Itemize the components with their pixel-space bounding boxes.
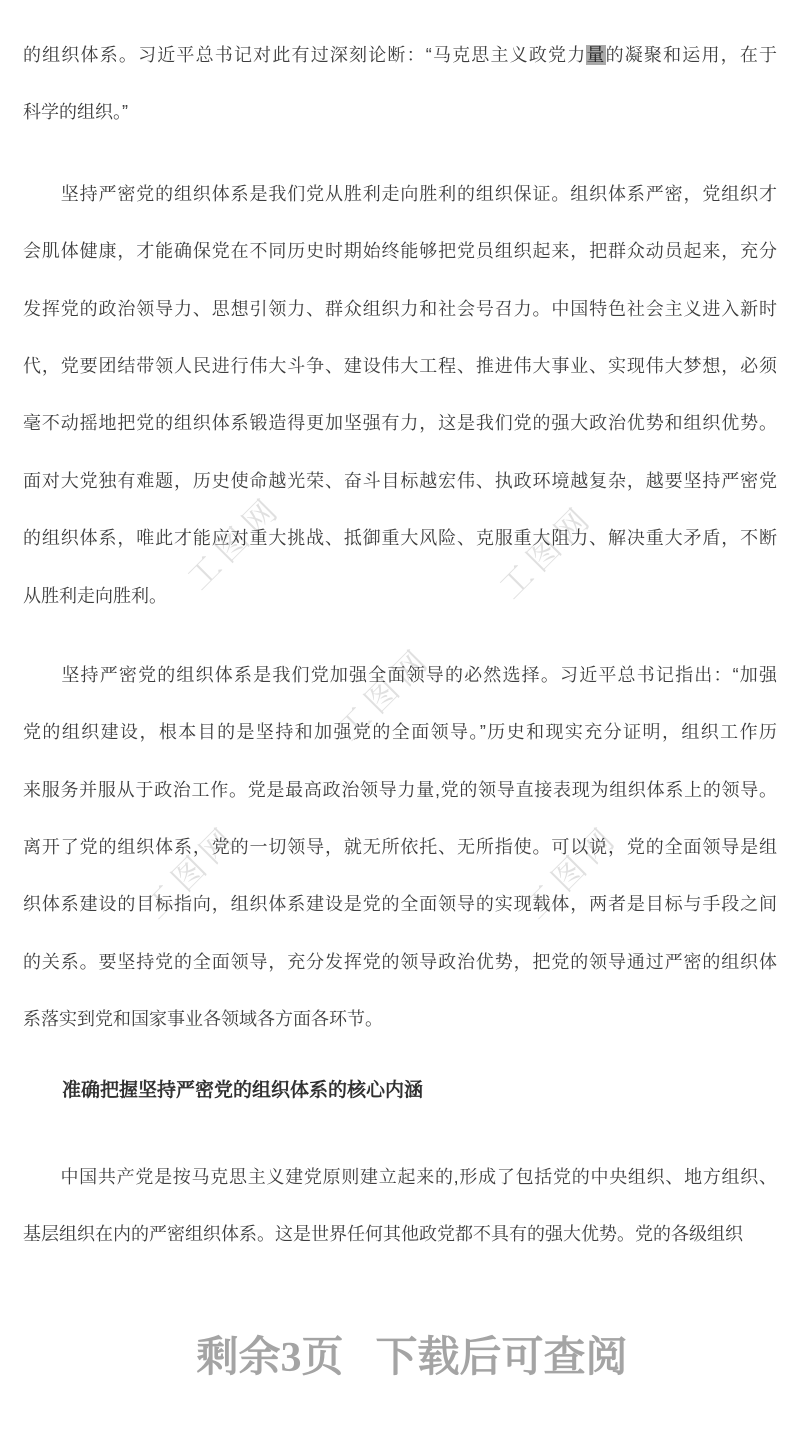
text-line: 中国共产党是按马克思主义建党原则建立起来的,形成了包括党的中央组织、地方组织、 [23, 1167, 777, 1188]
paragraph-core-meaning [23, 1149, 777, 1264]
text-line: 党的组织建设，根本目的是坚持和加强党的全面领导。”历史和现实充分证明，组织工作历 [23, 722, 777, 743]
text-line: 的关系。要坚持党的全面领导，充分发挥党的领导政治优势，把党的领导通过严密的组织体 [23, 951, 777, 972]
watermark-text: 工图网 [492, 497, 601, 606]
text-line: 面对大党独有难题，历史使命越光荣、奋斗目标越宏伟、执政环境越复杂，越要坚持严密党 [23, 470, 777, 491]
text-line: 毫不动摇地把党的组织体系锻造得更加坚强有力，这是我们党的强大政治优势和组织优势。 [23, 413, 777, 434]
text-line: 系落实到党和国家事业各领域各方面各环节。 [23, 1009, 383, 1030]
text-line: 来服务并服从于政治工作。党是最高政治领导力量,党的领导直接表现为组织体系上的领导。 [23, 779, 777, 800]
remaining-pages-notice [23, 1328, 777, 1388]
paragraph-organization-guarantee [23, 166, 777, 625]
watermark-text: 工图网 [137, 817, 246, 926]
text-line: 会肌体健康，才能确保党在不同历史时期始终能够把党员组织起来，把群众动员起来，充分 [23, 241, 777, 262]
text-line: 发挥党的政治领导力、思想引领力、群众组织力和社会号召力。中国特色社会主义进入新时 [23, 298, 777, 319]
text-line: 坚持严密党的组织体系是我们党加强全面领导的必然选择。习近平总书记指出：“加强 [23, 664, 777, 685]
text-line: 代，党要团结带领人民进行伟大斗争、建设伟大工程、推进伟大事业、实现伟大梦想，必须 [23, 355, 777, 376]
intro-text-after: 的凝聚和运用，在于 [605, 45, 777, 65]
download-hint-label: 下载后可查阅 [375, 1334, 628, 1381]
paragraph-intro [23, 27, 777, 142]
paragraph-overall-leadership [23, 647, 777, 1049]
watermark-text: 工图网 [180, 488, 289, 597]
text-line: 坚持严密党的组织体系是我们党从胜利走向胜利的组织保证。组织体系严密，党组织才 [23, 183, 777, 204]
text-line [23, 27, 777, 84]
text-line: 科学的组织。” [23, 102, 128, 123]
watermark-text: 工图网 [330, 639, 439, 748]
text-line: 离开了党的组织体系，党的一切领导，就无所依托、无所指使。可以说，党的全面领导是组 [23, 837, 777, 858]
remaining-pages-label: 剩余3页 [196, 1334, 344, 1381]
text-line: 基层组织在内的严密组织体系。这是世界任何其他政党都不具有的强大优势。党的各级组织 [23, 1224, 743, 1245]
text-line: 从胜利走向胜利。 [23, 585, 167, 606]
section-heading: 准确把握坚持严密党的组织体系的核心内涵 [62, 1079, 424, 1101]
highlighted-char: 量 [586, 45, 606, 65]
watermark-text: 工图网 [517, 817, 626, 926]
text-line: 织体系建设的目标指向，组织体系建设是党的全面领导的实现载体，两者是目标与手段之间 [23, 894, 777, 915]
text-line: 的组织体系，唯此才能应对重大挑战、抵御重大风险、克服重大阻力、解决重大矛盾，不断 [23, 528, 777, 549]
intro-text-before: 的组织体系。习近平总书记对此有过深刻论断：“马克思主义政党力 [23, 45, 587, 65]
